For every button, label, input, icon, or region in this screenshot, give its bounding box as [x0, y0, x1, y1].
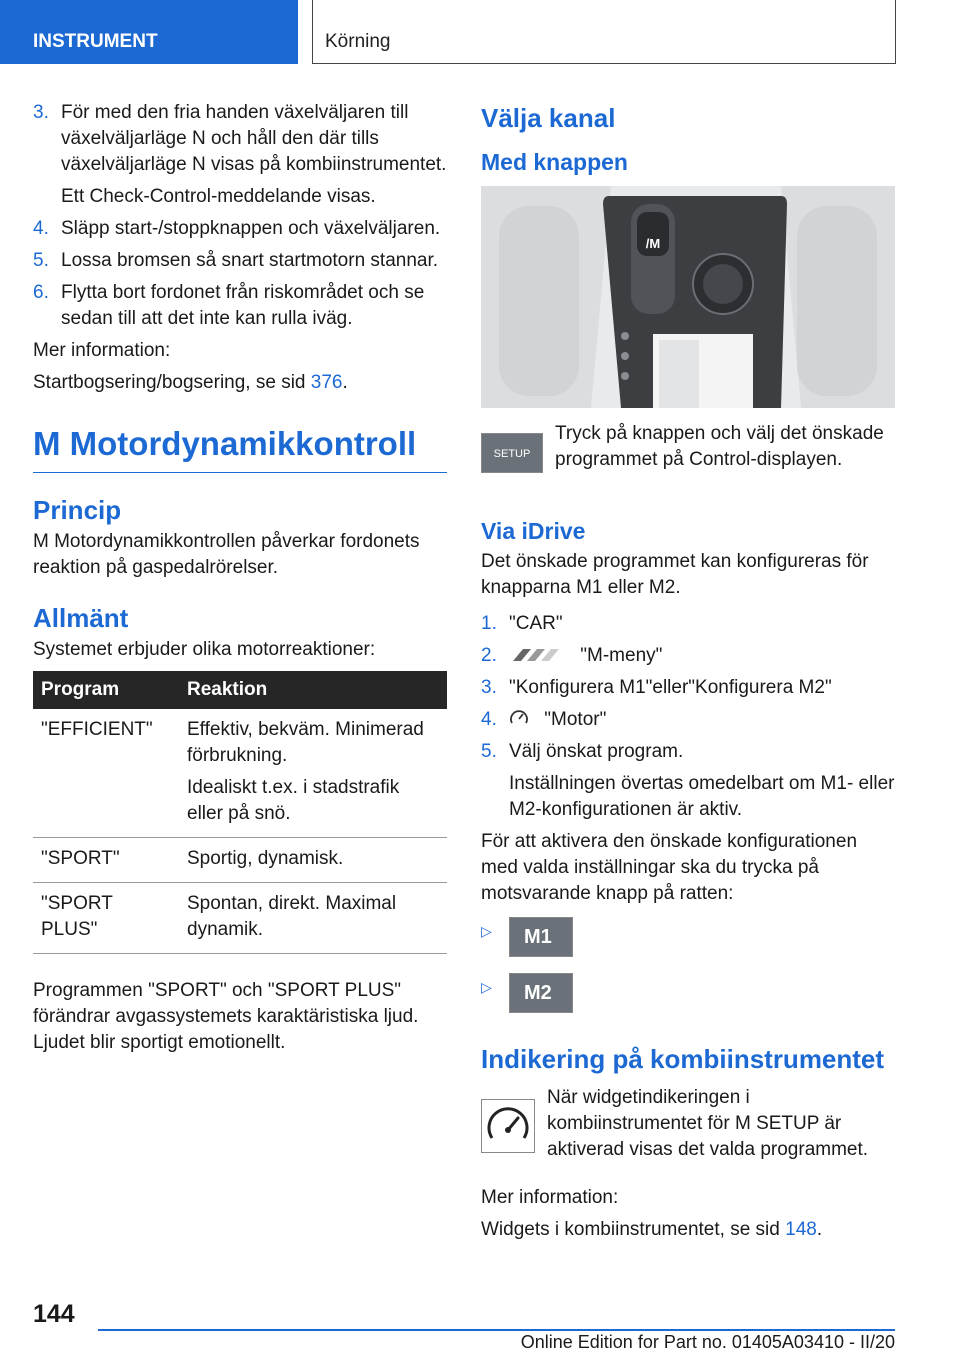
cross-reference	[481, 1217, 895, 1243]
idrive-steps-list	[481, 611, 895, 823]
setup-instruction: Tryck på knappen och välj det önskade programmet på Control-displayen.	[555, 423, 884, 470]
step-subtext: Inställningen övertas omedelbart om M1- eller M2-konfigurationen är aktiv.	[509, 773, 895, 820]
indicator-row	[481, 1087, 895, 1179]
table-row	[33, 883, 447, 954]
idrive-heading: Via iDrive	[481, 518, 586, 544]
more-info-label: Mer information:	[481, 1187, 619, 1208]
with-button-heading: Med knappen	[481, 149, 628, 175]
gauge-icon	[509, 708, 529, 728]
gear-selector-photo	[481, 186, 895, 408]
reference-end: .	[816, 1219, 823, 1240]
step-text: För med den fria handen växelväljaren till växelväljarläge N och håll den där tills växelväljarläge N visas på kombiinstrumentet.	[61, 102, 447, 175]
steps-list	[33, 100, 447, 332]
step-number: 5.	[481, 741, 497, 762]
reference-end: .	[342, 372, 348, 393]
list-item	[33, 280, 447, 332]
reference-text: Widgets i kombiinstrumentet, se sid	[481, 1219, 786, 1240]
list-item	[481, 707, 895, 733]
m1-row	[481, 917, 895, 959]
list-item	[481, 611, 895, 637]
step-text: Flytta bort fordonet från riskområdet och se sedan till att det inte kan rulla iväg.	[61, 282, 425, 329]
reaction-text: Effektiv, bekväm. Minimerad förbrukning.	[187, 719, 424, 766]
program-table	[33, 671, 447, 954]
m2-button	[509, 973, 573, 1013]
page-number: 144	[33, 1300, 75, 1328]
program-cell: "SPORT PLUS"	[33, 883, 179, 954]
program-cell: "SPORT"	[33, 838, 179, 883]
step-number: 1.	[481, 613, 497, 634]
list-item	[481, 643, 895, 669]
table-row	[33, 709, 447, 838]
more-info-label: Mer information:	[33, 340, 171, 361]
list-item	[481, 675, 895, 701]
triangle-bullet-icon: ▷	[481, 923, 492, 939]
gauge-icon	[482, 1100, 534, 1152]
reaction-cell: Spontan, direkt. Maximal dynamik.	[179, 883, 447, 954]
step-subtext: Ett Check-Control-meddelande visas.	[61, 186, 376, 207]
step-text: "M-meny"	[580, 645, 663, 666]
table-header-reaction: Reaktion	[179, 671, 447, 709]
gauge-widget	[481, 1099, 535, 1153]
idrive-text: Det önskade programmet kan konfigureras för knapparna M1 eller M2.	[481, 551, 869, 598]
header-section-tab: INSTRUMENT	[0, 0, 298, 64]
m1-button	[509, 917, 573, 957]
program-cell: "EFFICIENT"	[33, 709, 179, 838]
m-menu-icon	[509, 647, 567, 663]
section-title: M Motordynamikkontroll	[33, 422, 447, 473]
left-column	[33, 100, 447, 1056]
m1-label: M1	[524, 926, 552, 948]
principle-text: M Motordynamikkontrollen påverkar fordonets reaktion på gaspedalrörelser.	[33, 531, 420, 578]
page-reference-link[interactable]: 376	[310, 372, 343, 393]
list-item	[33, 248, 447, 274]
table-header-program: Program	[33, 671, 179, 709]
footer-divider	[98, 1329, 895, 1331]
indicator-heading: Indikering på kombiinstrumentet	[481, 1044, 885, 1074]
step-number: 3.	[481, 677, 497, 698]
list-item	[481, 739, 895, 823]
svg-text:/M: /M	[645, 236, 661, 251]
step-text: Lossa bromsen så snart startmotorn stannar.	[61, 250, 439, 271]
list-item	[33, 216, 447, 242]
m2-row	[481, 973, 895, 1015]
general-heading: Allmänt	[33, 603, 129, 633]
reaction-text-extra: Idealiskt t.ex. i stadstrafik eller på snö.	[187, 777, 400, 824]
step-text: "Motor"	[544, 709, 607, 730]
setup-button: SETUP	[481, 433, 543, 473]
cross-reference	[33, 370, 447, 396]
reaction-cell	[179, 709, 447, 838]
step-number: 5.	[33, 250, 49, 271]
step-text: "CAR"	[509, 613, 563, 634]
step-number: 4.	[481, 709, 497, 730]
step-number: 4.	[33, 218, 49, 239]
table-row	[33, 838, 447, 883]
step-number: 3.	[33, 102, 49, 123]
step-text: Släpp start-/stoppknappen och växelväljaren.	[61, 218, 441, 239]
reference-text: Startbogsering/bogsering, se sid	[33, 372, 311, 393]
page-reference-link[interactable]: 148	[785, 1219, 817, 1240]
step-number: 2.	[481, 645, 497, 666]
general-text: Systemet erbjuder olika motorreaktioner:	[33, 639, 376, 660]
triangle-bullet-icon: ▷	[481, 979, 492, 995]
header-chapter-tab: Körning	[312, 0, 896, 64]
m2-label: M2	[524, 982, 552, 1004]
footer-edition: Online Edition for Part no. 01405A03410 - II/20	[520, 1332, 895, 1352]
step-text: "Konfigurera M1"eller"Konfigurera M2"	[509, 677, 832, 698]
principle-heading: Princip	[33, 495, 122, 525]
setup-button-row	[481, 423, 895, 495]
step-number: 6.	[33, 282, 49, 303]
programs-note: Programmen "SPORT" och "SPORT PLUS" förändrar avgassystemets karaktäristiska ljud. Ljudet blir sportigt emotionellt.	[33, 980, 419, 1053]
select-channel-heading: Välja kanal	[481, 103, 616, 133]
step-text: Välj önskat program.	[509, 741, 684, 762]
list-item	[33, 100, 447, 210]
right-column	[481, 100, 895, 1243]
reaction-cell: Sportig, dynamisk.	[179, 838, 447, 883]
indicator-text: När widgetindikeringen i kombiinstrumentet för M SETUP är aktiverad visas det valda programmet.	[547, 1087, 869, 1160]
activate-text: För att aktivera den önskade konfigurationen med valda inställningar ska du trycka på motsvarande knapp på ratten:	[481, 831, 858, 904]
